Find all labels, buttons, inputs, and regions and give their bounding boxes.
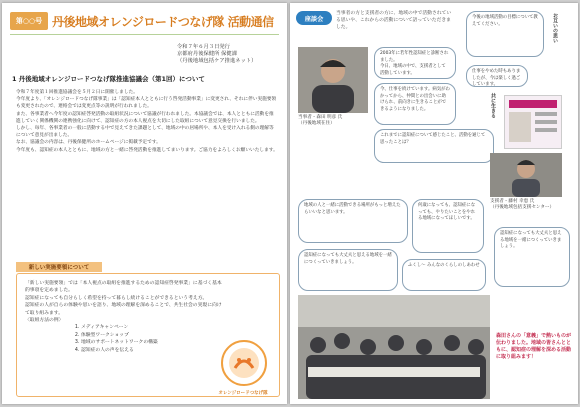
caption-b <box>490 199 576 211</box>
quote-line: 2003年に若年性認知症と診断されました。 <box>380 51 449 63</box>
right-page <box>290 3 578 404</box>
newsletter-thumbnail <box>504 95 562 149</box>
group-photo <box>298 295 490 399</box>
orange-road-logo <box>219 338 269 388</box>
quote-bubble: 今、仕事を続けています。病気がわかってから、仲間との出会いに助けられ、前向きに生きることができるようになりました。 <box>374 83 456 125</box>
round-table-badge: 座談会 <box>296 11 332 25</box>
box-point: 認知症になっても自分らしく希望を持って暮らし続けることができるという考え方。 <box>25 295 208 301</box>
box-point: 認知症の人が自らの体験や思いを語り、地域の理解を深めることで、共生社会の実現に向けて取り組みます。 <box>25 303 222 316</box>
issue-badge: 第○○号 <box>10 12 48 30</box>
quote-bubble <box>494 227 570 287</box>
date-block <box>177 44 277 66</box>
menu-item: 4. 認知症の人の声を伝える <box>81 347 225 354</box>
quote-line: 認知症になっても大丈夫と思える地域を一緒につくっていきましょう。 <box>500 231 562 250</box>
body-paragraph: また、各事業者へ今年度の認知症啓発活動の取組状況について協議が行われました。本協議会では、本人とともに活動を推進していく関係機関の連携強化に向けて、認知症の方の本人視点を大切にした取組について意見交換を行いました。 <box>16 111 274 124</box>
caption-a-sub: （丹後地域在住） <box>298 121 335 126</box>
body-paragraph: 今年度より、「オレンジロードつなげ隊事業」は「認知症本人とともに行う啓発活動事業」に変更され、それに伴い実施要領も変更されたので、連絡会では変更点等の説明が行われました。 <box>16 97 277 110</box>
quote-bubble: 何歳になっても、認知症になっても、やりたいことをやれる地域になってほしいです。 <box>412 199 484 253</box>
quote-bubble: 地域の人と一緒に活動できる場所がもっと増えたらいいなと思います。 <box>298 199 408 243</box>
body-paragraph: なお、協議会の内容は、丹後保健所のホームページに掲載予定です。 <box>16 140 161 146</box>
question-bubble: 今後の地域活動の目標について教えてください。 <box>466 11 544 57</box>
quote-bubble: ふくし〜 みんなのくらしのしあわせ <box>402 259 486 291</box>
newsletter-title: 丹後地域オレンジロードつなげ隊 活動通信 <box>52 15 274 29</box>
logo-caption: オレンジロードつなげ隊 <box>218 391 268 396</box>
section-heading: 1 丹後地域オレンジロードつなげ隊推進協議会（第1回）について <box>12 75 205 83</box>
intro-text: 当事者の方と支援者の方に、地域の中で活動されている思いや、これからの活動について語っていただきました。 <box>336 11 452 30</box>
caption-a-name: 当事者・森田 明彦 氏 <box>298 115 343 120</box>
body-paragraph: 今年度も、認知症の本人とともに、地域の方と一緒に啓発活動を推進してまいります。ご協力をよろしくお願いいたします。 <box>16 147 278 153</box>
body-paragraph: 令和７年度第１回推進協議会を５月２日に開催しました。 <box>16 90 138 95</box>
question-bubble: これまでに認知症について感じたこと、活動を通じて思ったことは？ <box>374 129 494 163</box>
guidelines-box <box>16 273 280 397</box>
quote-line: 今日、地域の中で、支援者として活動しています。 <box>380 64 446 76</box>
menu-item: 3. 地域のサポートネットワークの構築 <box>81 339 225 346</box>
menu-item: 2. 体験型ワークショップ <box>81 332 225 339</box>
closing-highlight: 森田さんの「意義」で熱いものが伝わりました。地域の皆さんとともに、認知症の理解を深める活動に取り組みます！ <box>496 333 572 360</box>
box-intro: 「新しい実施要領」では「本人視点の取組を推進するための認知症啓発事業」に基づく基本的事項を定めました。 <box>25 281 222 294</box>
menu-list <box>25 324 225 354</box>
body-paragraph: しかし、毎年、各事業者の一般に活動する中で見えてきた課題として、地域の中の居場所や、本人を受け入れる側の理解等について意見が出ました。 <box>16 126 274 139</box>
quote-bubble <box>374 47 456 79</box>
caption-a <box>298 115 378 127</box>
publisher-network: （丹後地域包括ケア推進ネット） <box>177 58 257 65</box>
guidelines-text <box>25 280 225 354</box>
issue-date: 令和７年６月３日発行 <box>177 44 230 50</box>
portrait-photo-b <box>490 153 562 197</box>
menu-label: 〈取組方法の例〉 <box>25 318 64 324</box>
quote-bubble: 認知症になっても大丈夫と思える地域を一緒につくっていきましょう。 <box>298 249 398 291</box>
caption-b-sub: （丹後地域包括支援センター） <box>490 205 555 210</box>
publisher-org: 京都府丹後保健所 保健課 <box>177 51 237 58</box>
quote-bubble: 仕事をやめた時もありましたが、今は楽しく過ごしています。 <box>466 65 528 87</box>
caption-b-name: 支援者・藤村 幸恵 氏 <box>490 199 535 204</box>
vertical-caption: お互いの思い <box>552 13 558 43</box>
article-body <box>16 89 278 154</box>
left-page <box>2 3 287 404</box>
title-divider <box>10 34 279 35</box>
vertical-caption: 共に生きる <box>490 93 496 118</box>
menu-item: 1. メディアキャンペーン <box>81 324 225 331</box>
portrait-photo-a <box>298 47 368 113</box>
box-title: 新しい実施要領について <box>16 262 102 272</box>
